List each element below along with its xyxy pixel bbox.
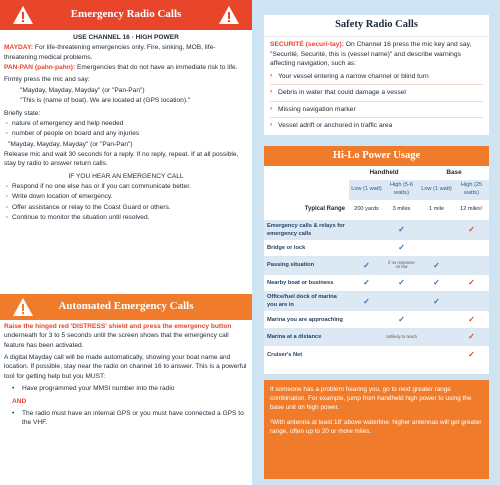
empty-cell xyxy=(454,292,489,311)
group-base: Base xyxy=(446,169,462,177)
empty-cell xyxy=(454,257,489,275)
warning-icon xyxy=(12,297,34,317)
securite-definition: SECURITÉ (securi-tay): On Channel 16 press the mic key and say, "Securité, Securité, this is (vessel name)" and describe warnings affecting navigation, such as: xyxy=(270,41,472,68)
safety-body xyxy=(264,37,489,137)
empty-cell xyxy=(349,346,384,364)
hilo-header xyxy=(264,146,489,166)
group-handheld: Handheld xyxy=(369,169,399,177)
hilo-title: Hi-Lo Power Usage xyxy=(332,149,421,161)
empty-cell xyxy=(349,311,384,329)
hear-item: · Respond if no one else has or if you can communicate better. xyxy=(4,182,248,191)
check-icon: ✓ xyxy=(419,292,454,311)
hear-item: · Write down location of emergency. xyxy=(4,192,248,201)
check-icon: ✓ xyxy=(454,346,489,364)
check-icon: ✓ xyxy=(349,257,384,275)
check-icon: ✓ xyxy=(384,220,419,239)
safety-title: Safety Radio Calls xyxy=(335,19,418,31)
range-row xyxy=(264,200,489,220)
mayday-definition: MAYDAY: For life-threatening emergencies only. Fire, sinking, MOB, life-threatening medical problems. xyxy=(4,44,216,61)
range-cell: 3 miles xyxy=(384,200,419,220)
emergency-body xyxy=(0,30,252,222)
hear-item: · Offer assistance or relay to the Coast Guard or others. xyxy=(4,203,248,212)
empty-cell xyxy=(419,346,454,364)
release-mic: Release mic and wait 30 seconds for a reply. If no reply, repeat. If at all possible, stay by radio to answer return calls. xyxy=(4,150,239,168)
empty-cell xyxy=(419,311,454,329)
automated-lead: Raise the hinged red 'DISTRESS' shield and press the emergency button underneath for 3 to 5 seconds until the screen shows that the emergency call feature has been activated. xyxy=(4,323,232,349)
check-icon: ✓ xyxy=(454,220,489,239)
usage-row xyxy=(264,292,489,311)
empty-cell xyxy=(349,239,384,257)
automated-para: A digital Mayday call will be made automatically, showing your boat name and location. If possible, stay near the radio on channel 16 to answer. This is a powerful tool for getting help but you MUST: xyxy=(4,354,247,380)
usage-label: Cruiser's Net xyxy=(264,346,349,364)
warning-icon xyxy=(12,5,34,25)
usage-row xyxy=(264,328,489,346)
hear-call-title: IF YOU HEAR AN EMERGENCY CALL xyxy=(68,172,184,180)
usage-row xyxy=(264,311,489,329)
usage-row xyxy=(264,239,489,257)
range-label: Typical Range xyxy=(264,200,349,220)
say-mayday: "Mayday, Mayday, Mayday" (or "Pan-Pan") xyxy=(20,86,145,94)
empty-cell xyxy=(454,239,489,257)
footnote-text: If someone has a problem hearing you, go to next greater range combination. For example, jump from handheld high power to using the base unit on high power. xyxy=(270,386,472,412)
power-row xyxy=(264,180,489,200)
check-icon: ✓ xyxy=(384,311,419,329)
hilo-footnote xyxy=(264,380,489,479)
usage-label: Marina you are approaching xyxy=(264,311,349,329)
usage-row xyxy=(264,346,489,364)
check-icon: ✓ xyxy=(384,239,419,257)
panpan-definition: PAN-PAN (pahn-pahn): Emergencies that do not have an immediate risk to life. xyxy=(4,64,238,72)
must-item: • Have programmed your MMSI number into the radio xyxy=(4,384,248,393)
emergency-banner xyxy=(0,0,252,30)
check-icon: ✓ xyxy=(454,328,489,346)
power-cell: Low (1 watt) xyxy=(349,180,384,200)
usage-note: if no response on low xyxy=(384,257,419,275)
check-icon: ✓ xyxy=(419,257,454,275)
automated-title: Automated Emergency Calls xyxy=(58,300,194,313)
check-icon: ✓ xyxy=(454,274,489,292)
empty-cell xyxy=(419,220,454,239)
range-cell: 1 mile xyxy=(419,200,454,220)
usage-label: Emergency calls & relays for emergency calls xyxy=(264,220,349,239)
automated-body xyxy=(0,322,252,428)
usage-row xyxy=(264,257,489,275)
check-icon: ✓ xyxy=(349,274,384,292)
check-icon: ✓ xyxy=(419,274,454,292)
briefly-state: Briefly state: xyxy=(4,109,41,117)
channel-instruction: USE CHANNEL 16 · HIGH POWER xyxy=(73,34,179,41)
automated-banner xyxy=(0,294,252,320)
safety-item: › Debris in water that could damage a vessel xyxy=(270,85,483,102)
check-icon: ✓ xyxy=(384,274,419,292)
and-label: AND xyxy=(12,397,27,405)
power-cell: Low (1 watt) xyxy=(419,180,454,200)
group-header-row xyxy=(264,166,489,180)
right-panel xyxy=(252,0,500,485)
empty-cell xyxy=(419,239,454,257)
usage-label: Passing situation xyxy=(264,257,349,275)
usage-label: Nearby boat or business xyxy=(264,274,349,292)
warning-icon xyxy=(218,5,240,25)
range-cell: 200 yards xyxy=(349,200,384,220)
range-cell: 12 miles¹ xyxy=(454,200,489,220)
safety-item: › Missing navigation marker xyxy=(270,102,483,119)
safety-item: › Your vessel entering a narrow channel or blind turn xyxy=(270,69,483,86)
empty-cell xyxy=(349,220,384,239)
say-mayday-again: "Mayday, Mayday, Mayday" (or "Pan-Pan") xyxy=(8,140,133,148)
safety-header xyxy=(264,15,489,37)
usage-row xyxy=(264,220,489,239)
usage-label: Marina at a distance xyxy=(264,328,349,346)
hilo-table xyxy=(264,166,489,363)
state-item: · number of people on board and any injuries xyxy=(4,129,248,138)
empty-cell xyxy=(384,292,419,311)
usage-row xyxy=(264,274,489,292)
hilo-card xyxy=(264,146,489,374)
must-item: • The radio must have an internal GPS or you must have connected a GPS to the VHF. xyxy=(4,409,248,428)
emergency-title: Emergency Radio Calls xyxy=(70,8,182,21)
power-cell: High (25 watts) xyxy=(454,180,489,200)
usage-note: Unlikely to reach xyxy=(384,328,419,346)
footnote-text: ¹With antenna at least 18' above waterline; higher antennas will get greater range, often up to 20 or more miles. xyxy=(270,419,482,436)
empty-cell xyxy=(419,328,454,346)
check-icon: ✓ xyxy=(454,311,489,329)
usage-label: Bridge or lock xyxy=(264,239,349,257)
say-boat-name: "This is (name of boat). We are located at (GPS location)." xyxy=(20,97,191,105)
firmly-press: Firmly press the mic and say: xyxy=(4,76,90,84)
power-cell: High (5-6 watts) xyxy=(384,180,419,200)
hear-item: · Continue to monitor the situation until resolved. xyxy=(4,213,248,222)
empty-cell xyxy=(384,346,419,364)
safety-card xyxy=(264,15,489,135)
check-icon: ✓ xyxy=(349,292,384,311)
usage-label: Office/fuel dock of marina you are in xyxy=(264,292,349,311)
state-item: · nature of emergency and help needed xyxy=(4,119,248,128)
safety-item: › Vessel adrift or anchored in traffic area xyxy=(270,118,483,134)
empty-cell xyxy=(349,328,384,346)
